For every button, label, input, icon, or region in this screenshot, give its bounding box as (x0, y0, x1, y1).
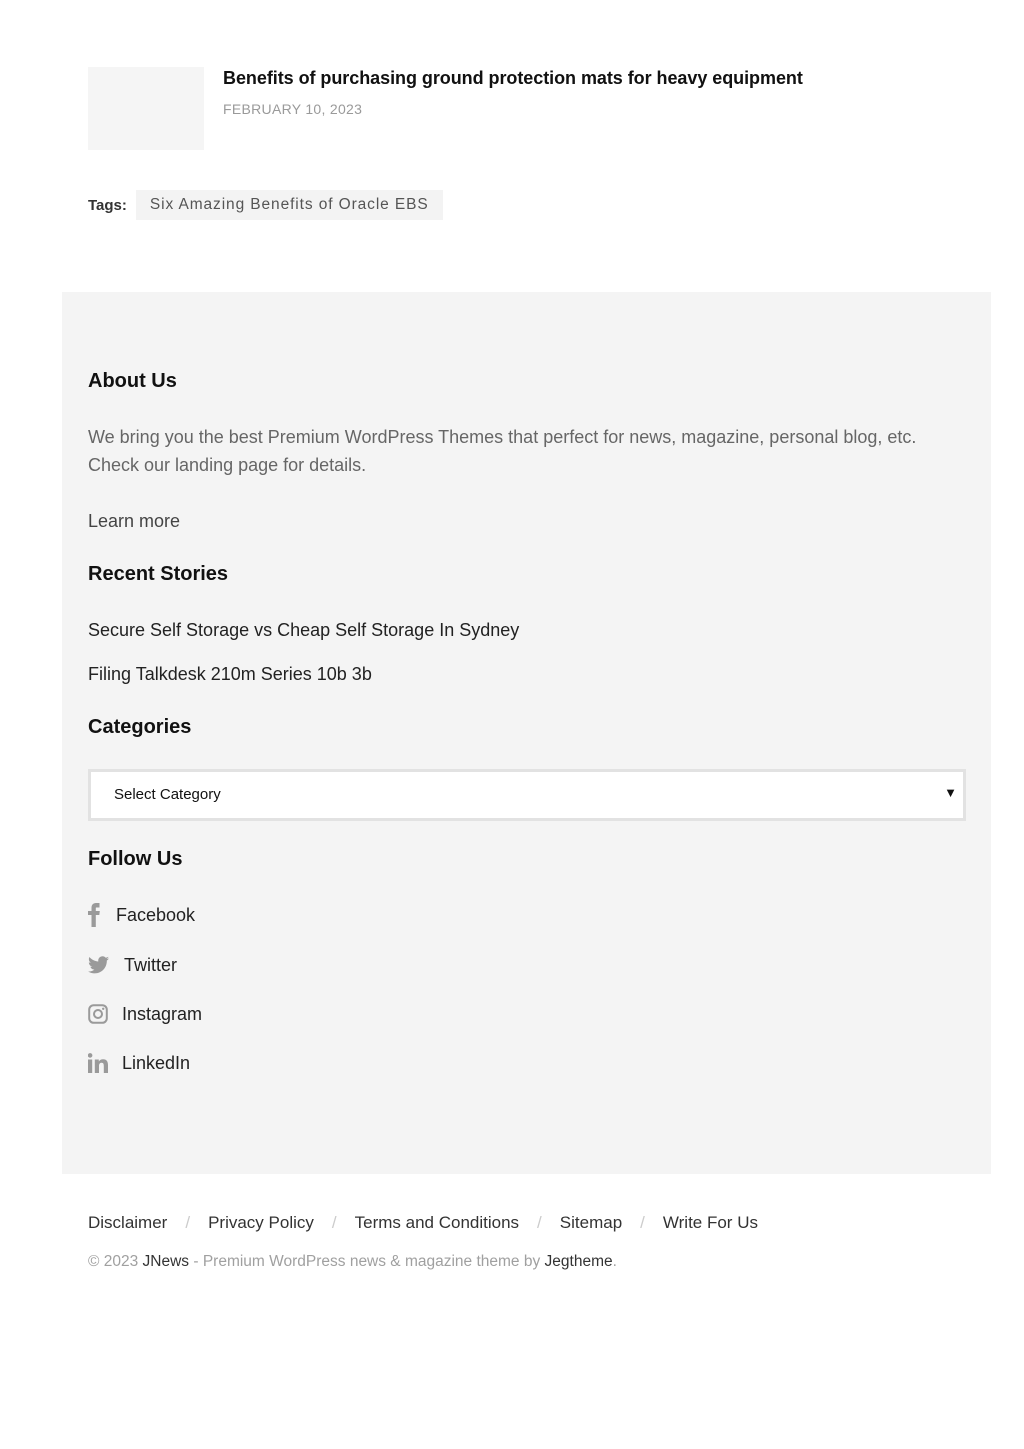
category-select-value: Select Category (114, 786, 221, 803)
social-label-instagram: Instagram (122, 1003, 203, 1024)
recent-stories-title: Recent Stories (88, 563, 229, 585)
twitter-icon (88, 952, 124, 978)
instagram-icon (88, 1001, 122, 1027)
related-post-thumbnail[interactable] (88, 67, 204, 150)
social-label-linkedin: LinkedIn (122, 1052, 191, 1073)
social-link-twitter[interactable] (88, 952, 177, 978)
related-post (88, 67, 948, 151)
social-link-facebook[interactable] (88, 902, 195, 928)
footer-link-sitemap[interactable]: Sitemap (559, 1213, 623, 1232)
categories-title: Categories (88, 716, 192, 738)
footer-separator: / (185, 1213, 191, 1232)
follow-us-title: Follow Us (88, 848, 183, 870)
footer-separator: / (640, 1213, 645, 1232)
recent-story-link[interactable]: Filing Talkdesk 210m Series 10b 3b (88, 664, 372, 684)
social-link-linkedin[interactable] (88, 1050, 190, 1076)
social-label-twitter: Twitter (124, 954, 178, 975)
tag-link[interactable]: Six Amazing Benefits of Oracle EBS (136, 190, 443, 220)
post-tags (88, 190, 443, 220)
about-us-title: About Us (88, 370, 177, 392)
related-post-date: FEBRUARY 10, 2023 (223, 101, 363, 117)
copyright-brand-link[interactable]: JNews (142, 1253, 190, 1270)
learn-more-link[interactable]: Learn more (88, 511, 181, 531)
footer-link-write-for-us[interactable]: Write For Us (662, 1213, 758, 1232)
footer-separator: / (537, 1213, 542, 1232)
footer-link-privacy-policy[interactable]: Privacy Policy (208, 1213, 314, 1232)
footer-link-disclaimer[interactable]: Disclaimer (88, 1213, 168, 1232)
footer-nav (88, 1213, 758, 1233)
copyright-year: © 2023 (88, 1253, 139, 1270)
tags-label: Tags: (88, 196, 127, 214)
recent-story-link[interactable]: Secure Self Storage vs Cheap Self Storage In Sydney (88, 620, 520, 640)
dropdown-arrow-icon: ▼ (944, 785, 957, 800)
about-us-text: We bring you the best Premium WordPress Themes that perfect for news, magazine, personal blog, etc. Check our landing page for details. (88, 427, 917, 475)
footer-widgets (62, 292, 991, 1174)
copyright-suffix: . (612, 1253, 617, 1270)
related-post-title[interactable]: Benefits of purchasing ground protection mats for heavy equipment (223, 68, 803, 88)
social-link-instagram[interactable] (88, 1001, 202, 1027)
copyright (88, 1253, 617, 1271)
social-label-facebook: Facebook (116, 904, 196, 925)
category-select[interactable] (88, 769, 966, 821)
copyright-author-link[interactable]: Jegtheme (544, 1253, 613, 1270)
copyright-text: - Premium WordPress news & magazine theme by (193, 1253, 541, 1270)
facebook-icon (88, 902, 116, 928)
linkedin-icon (88, 1050, 122, 1076)
footer-link-terms[interactable]: Terms and Conditions (354, 1213, 520, 1232)
footer-separator: / (331, 1213, 337, 1232)
